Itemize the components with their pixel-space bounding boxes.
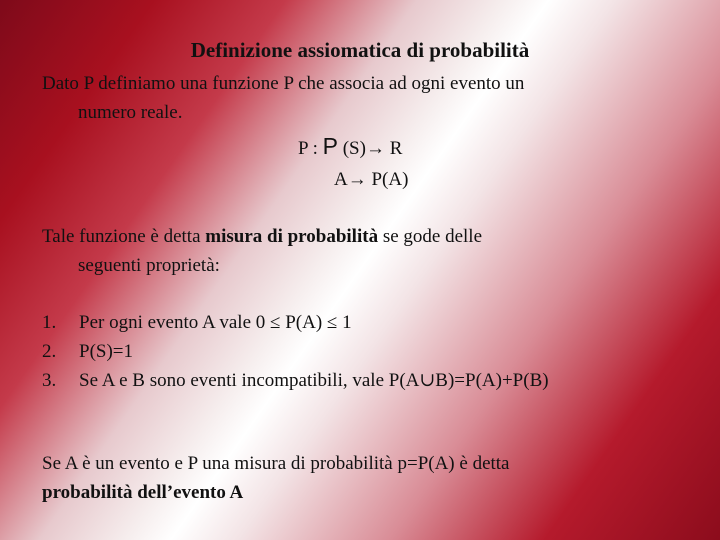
property-text: Per ogni evento A vale 0 ≤ P(A) ≤ 1 [79,312,352,333]
mapping-value: P(A) [366,169,409,190]
mapping-prefix: P : [298,138,323,159]
property-text: Se A e B sono eventi incompatibili, vale P(A∪B)=P(A)+P(B) [79,370,549,391]
mapping-line-1 [298,135,402,158]
property-item-3 [42,371,549,390]
property-number: 3. [42,370,57,391]
conclusion-line-1: Se A è un evento e P una misura di probabilità p=P(A) è detta [42,453,510,474]
slide-title: Definizione assiomatica di probabilità [190,38,530,62]
definition-line-2: seguenti proprietà: [78,255,220,276]
probability-space-symbol: P [322,133,338,159]
intro-line-2: numero reale. [78,102,183,123]
property-item-2 [42,342,133,361]
conclusion-line-2: probabilità dell’evento A [42,482,244,503]
maps-to-arrow-icon: → [347,169,367,190]
property-number: 1. [42,312,57,333]
intro-line-1: Dato P definiamo una funzione P che associa ad ogni evento un [42,73,525,94]
definition-pre: Tale funzione è detta [42,226,206,247]
definition-line-1 [42,227,482,246]
definition-term: misura di probabilità [205,226,379,247]
arrow-icon: → [365,138,385,159]
property-item-1 [42,313,352,332]
property-number: 2. [42,341,57,362]
mapping-set: (S) [337,138,366,159]
definition-post: se gode delle [378,226,483,247]
mapping-event: A [334,169,348,190]
mapping-line-2 [334,170,408,189]
property-text: P(S)=1 [79,341,134,362]
mapping-codomain: R [384,138,403,159]
